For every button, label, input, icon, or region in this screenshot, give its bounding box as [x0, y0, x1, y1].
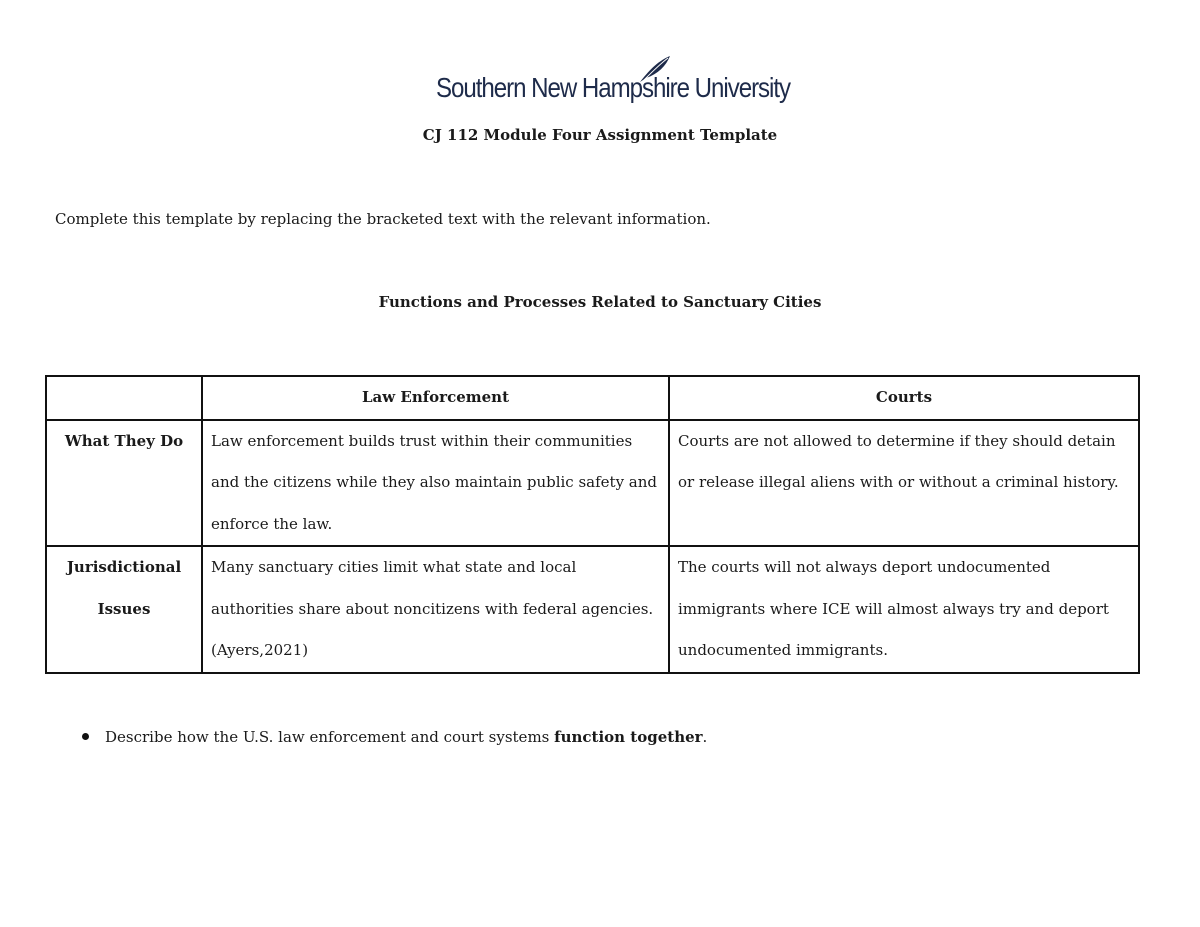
leaf-icon	[638, 54, 672, 84]
table-title: Functions and Processes Related to Sanctuary Cities	[378, 293, 822, 311]
cell-courts: Courts are not allowed to determine if they should detain or release illegal aliens with or without a criminal history.	[669, 420, 1139, 547]
bullet-text-end: .	[702, 728, 708, 746]
university-logo	[436, 54, 791, 108]
table-row	[46, 546, 1139, 673]
bullet-item	[82, 728, 707, 746]
cell-law-enforcement: Many sanctuary cities limit what state and local authorities share about noncitizens with federal agencies. (Ayers,2021)	[202, 546, 669, 673]
cell-law-enforcement: Law enforcement builds trust within their communities and the citizens while they also maintain public safety and enforce the law.	[202, 420, 669, 547]
bullet-icon	[82, 733, 89, 740]
cell-courts: The courts will not always deport undocumented immigrants where ICE will almost always try and deport undocumented immigrants.	[669, 546, 1139, 673]
table-header-row	[46, 376, 1139, 420]
instructions-text: Complete this template by replacing the bracketed text with the relevant information.	[55, 210, 711, 228]
column-header-courts: Courts	[669, 376, 1139, 420]
column-header-empty	[46, 376, 202, 420]
bullet-text-start: Describe how the U.S. law enforcement and court systems	[105, 728, 555, 746]
row-header-jurisdictional-issues: Jurisdictional Issues	[46, 546, 202, 673]
column-header-law-enforcement: Law Enforcement	[202, 376, 669, 420]
row-header-what-they-do: What They Do	[46, 420, 202, 547]
logo-wordmark: Southern New Hampshire University	[436, 72, 791, 103]
bullet-text-bold: function together	[554, 728, 703, 746]
sanctuary-cities-table	[45, 375, 1140, 674]
document-title: CJ 112 Module Four Assignment Template	[422, 126, 778, 144]
table-row	[46, 420, 1139, 547]
